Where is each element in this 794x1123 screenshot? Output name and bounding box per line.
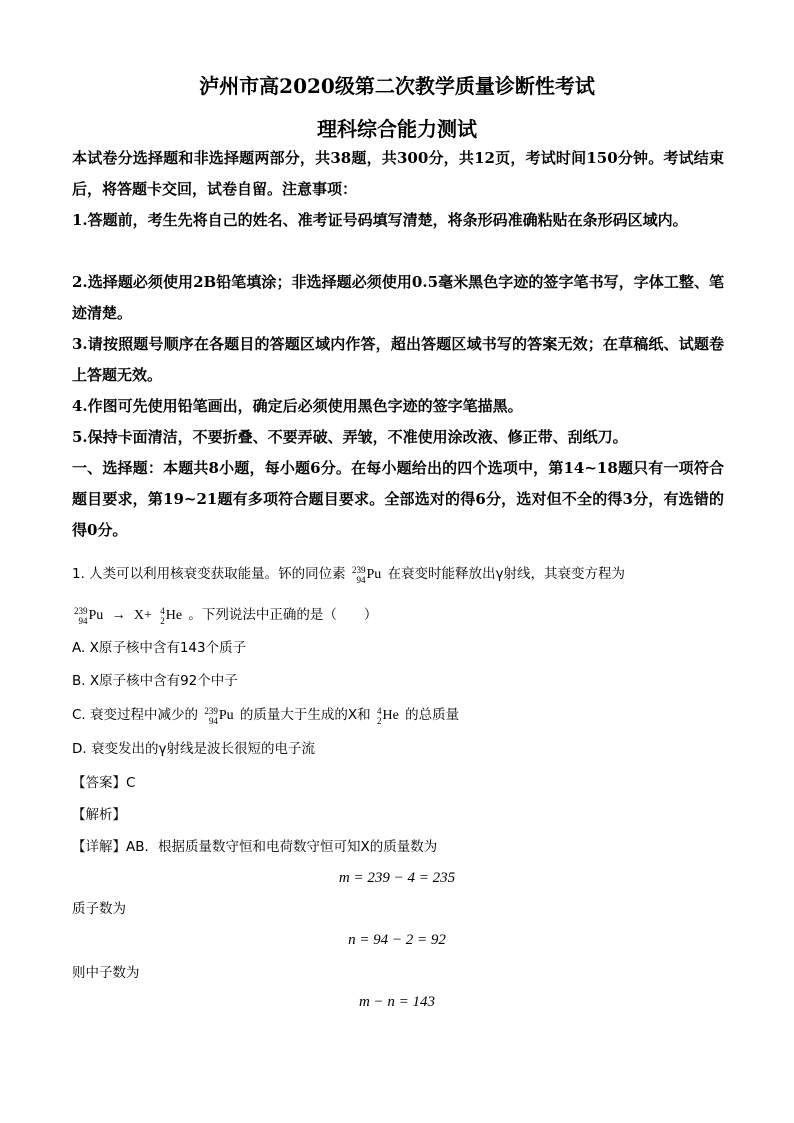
option-b: B. X原子核中含有92个中子	[72, 673, 238, 689]
neutron-label: 则中子数为	[72, 965, 140, 981]
nuclide-he: 4 2 He	[376, 705, 399, 726]
equation-neutron-number: m − n = 143	[358, 994, 436, 1010]
option-c: C. 衰变过程中减少的 239 94 Pu 的质量大于生成的X和 4 2 He 的总质量	[72, 705, 460, 726]
equation-proton-number: n = 94 − 2 = 92	[348, 932, 446, 948]
equation-mass-number: m = 239 − 4 = 235	[338, 870, 456, 886]
section-heading: 一、选择题：本题共8小题，每小题6分。在每小题给出的四个选项中，第14~18题只有一项符合题目要求，第19~21题有多项符合题目要求。全部选对的得6分，选对但不全的得3分，有选错的得0分。	[72, 459, 724, 539]
stem-part-a: 1. 人类可以利用核衰变获取能量。钚的同位素	[72, 566, 346, 582]
nuclide-pu: 239 94 Pu	[204, 705, 234, 726]
analysis-label: 【解析】	[72, 807, 126, 823]
notice-item-5: 5.保持卡面清洁，不要折叠、不要弄破、弄皱，不准使用涂改液、修正带、刮纸刀。	[72, 428, 628, 446]
stem-part-c: 。下列说法中正确的是（ ）	[188, 607, 378, 623]
nuclide-he: 4 2 He	[160, 605, 183, 626]
notice-item-1: 1.答题前，考生先将自己的姓名、准考证号码填写清楚，将条形码准确粘贴在条形码区域内。	[72, 211, 688, 229]
exam-title: 泸州市高2020级第二次教学质量诊断性考试	[199, 74, 595, 98]
notice-item-4: 4.作图可先使用铅笔画出，确定后必须使用黑色字迹的签字笔描黑。	[72, 397, 523, 415]
nuclide-pu: 239 94 Pu	[351, 564, 382, 585]
notice-item-3: 3.请按照题号顺序在各题目的答题区域内作答，超出答题区域书写的答案无效；在草稿纸、试题卷上答题无效。	[72, 335, 724, 384]
option-d: D. 衰变发出的γ射线是波长很短的电子流	[72, 741, 315, 757]
product-x: X+	[133, 608, 152, 623]
arrow-symbol: →	[111, 608, 126, 623]
detail-text: 【详解】AB．根据质量数守恒和电荷数守恒可知X的质量数为	[72, 839, 438, 855]
question-1-stem-line-2	[72, 604, 724, 627]
notice-item-2: 2.选择题必须使用2B铅笔填涂；非选择题必须使用0.5毫米黑色字迹的签字笔书写，字体工整、笔迹清楚。	[72, 273, 724, 322]
nuclide-pu: 239 94 Pu	[74, 605, 104, 626]
answer-label: 【答案】C	[72, 775, 136, 791]
intro-paragraph: 本试卷分选择题和非选择题两部分，共38题，共300分，共12页，考试时间150分钟。考试结束后，将答题卡交回，试卷自留。注意事项：	[72, 149, 724, 198]
question-1-stem-line-1	[72, 563, 724, 586]
stem-part-b: 在衰变时能释放出γ射线，其衰变方程为	[387, 566, 626, 582]
option-a: A. X原子核中含有143个质子	[72, 640, 247, 656]
proton-label: 质子数为	[72, 901, 126, 917]
exam-subtitle: 理科综合能力测试	[317, 117, 477, 141]
